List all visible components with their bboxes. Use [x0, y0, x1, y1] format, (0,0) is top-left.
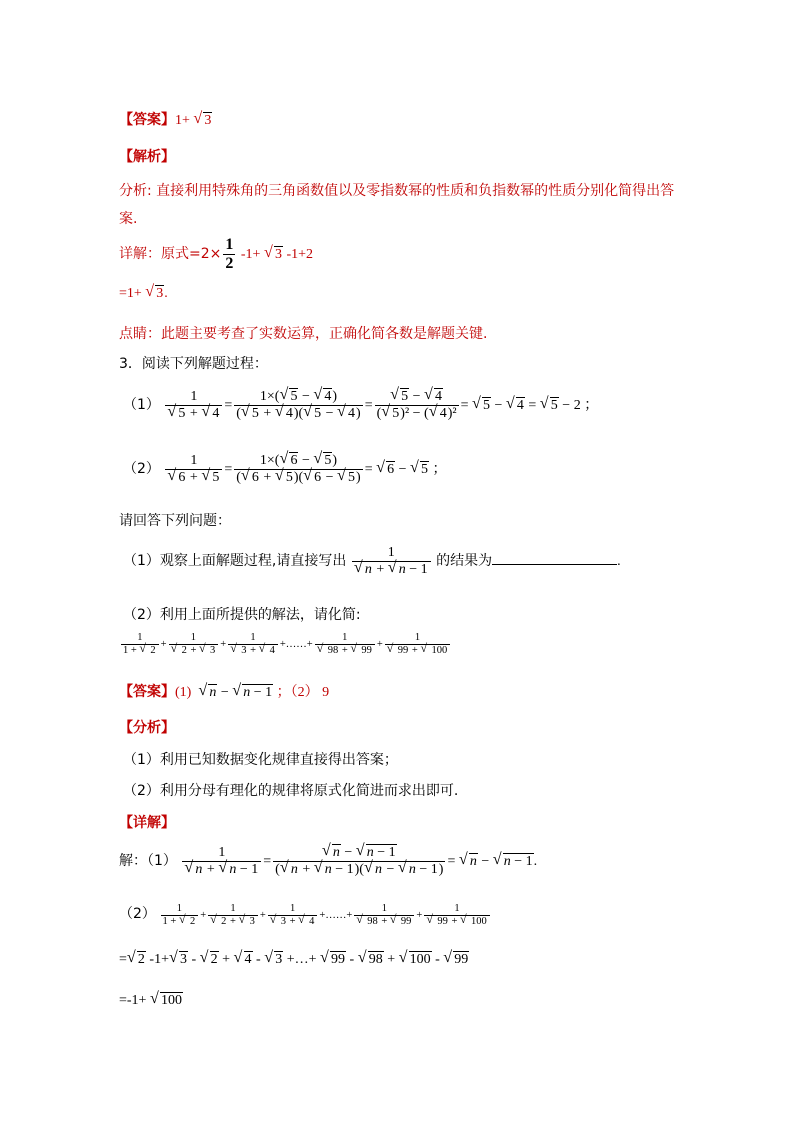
- detail-header: 【详解】: [119, 815, 175, 831]
- analysis-2-line-2: （2）利用分母有理化的规律将原式化简进而求出即可.: [123, 783, 459, 799]
- example-equation-2: （2） 1 √ 6 + √ 5 = $\frac{1\times(√ 6 - √ 5)}{(√ 6 + √ 5)(√ 6 - √ 5)}$ = √ 6 − √ 5 ；: [123, 453, 447, 486]
- solution-line-2: （2） $\frac{1}{1 + √ 2}$ + 1 √ 2 + √ 3 + 1 √ 3 + √ 4 +……+ 1 √ 98 + √ 99 + 1 √ 99 + √ 100: [119, 903, 492, 928]
- question-prompt: 请回答下列问题：: [119, 513, 231, 529]
- solution-line-3: =√ 2 -1+√ 3 - √ 2 + √ 4 - √ 3 +…+ √ 99 - √ 98 + √ 100 - √ 99: [119, 952, 469, 968]
- sub-question-1: （1）观察上面解题过程,请直接写出 1 √ n + √ n − 1 的结果为 .: [123, 545, 621, 578]
- question-3-title: 3．阅读下列解题过程：: [119, 356, 268, 372]
- sub-question-2: （2）利用上面所提供的解法，请化简:: [123, 607, 361, 623]
- analysis-text-line-1: 分析: 直接利用特殊角的三角函数值以及零指数幂的性质和负指数幂的性质分别化简得出答: [119, 183, 675, 199]
- comment-line: 点睛：此题主要考查了实数运算，正确化简各数是解题关键.: [119, 326, 488, 342]
- solution-line-1: 解：（1） 1 √ n + √ n − 1 = √ $\frac{n - √ n - 1}{(√ n + √ n - 1)(√ n - √ n - 1)}$ = √ n − √ n − 1.: [119, 845, 537, 878]
- answer-value: 1+ √ 3: [175, 113, 212, 128]
- analysis-2-line-1: （1）利用已知数据变化规律直接得出答案；: [123, 752, 398, 768]
- answer-line-1: [119, 109, 212, 129]
- analysis-text-line-2: 案.: [119, 211, 138, 227]
- answer-blank[interactable]: [492, 564, 617, 565]
- half-fraction: $\frac{1}{2}$: [225, 236, 234, 273]
- sum-expression: $\frac{1}{1 + √ 2}$ + 1 √ 2 + √ 3 + 1 √ 3 + √ 4 +……+ 1 √ 98 + √ 99 + 1 √ 99 + √ 100: [119, 632, 452, 657]
- detail-prefix: 详解：原式=2×: [119, 246, 222, 263]
- example-equation-1: （1） 1 √ 5 + √ 4 = $\frac{1\times(√ 5 - √ 4)}{(√ 5 + √ 4)(√ 5 - √ 4)}$ = √ $\frac{5 - √ 4}{\text{(√ 5)² − (√ 4)²}}$ = √ 5 − √ 4 = √ 5 − 2 ；: [123, 389, 598, 422]
- detail-result-line: =1+ √ 3.: [119, 286, 168, 302]
- detail-line-1: 详解：原式=2× $\frac{1}{2}$ -1+ √ 3 -1+2: [119, 236, 313, 274]
- solution-line-4: =-1+ √ 100: [119, 993, 183, 1009]
- answer-line-2: 【答案】(1) √ n − √ n − 1 ；（2） 9: [119, 681, 329, 701]
- analysis-2-header: 【分析】: [119, 720, 175, 736]
- answer-2-value: (1) √ n − √ n − 1 ；（2） 9: [175, 685, 329, 700]
- answer-label: 【答案】: [119, 112, 175, 128]
- analysis-header: 【解析】: [119, 149, 175, 165]
